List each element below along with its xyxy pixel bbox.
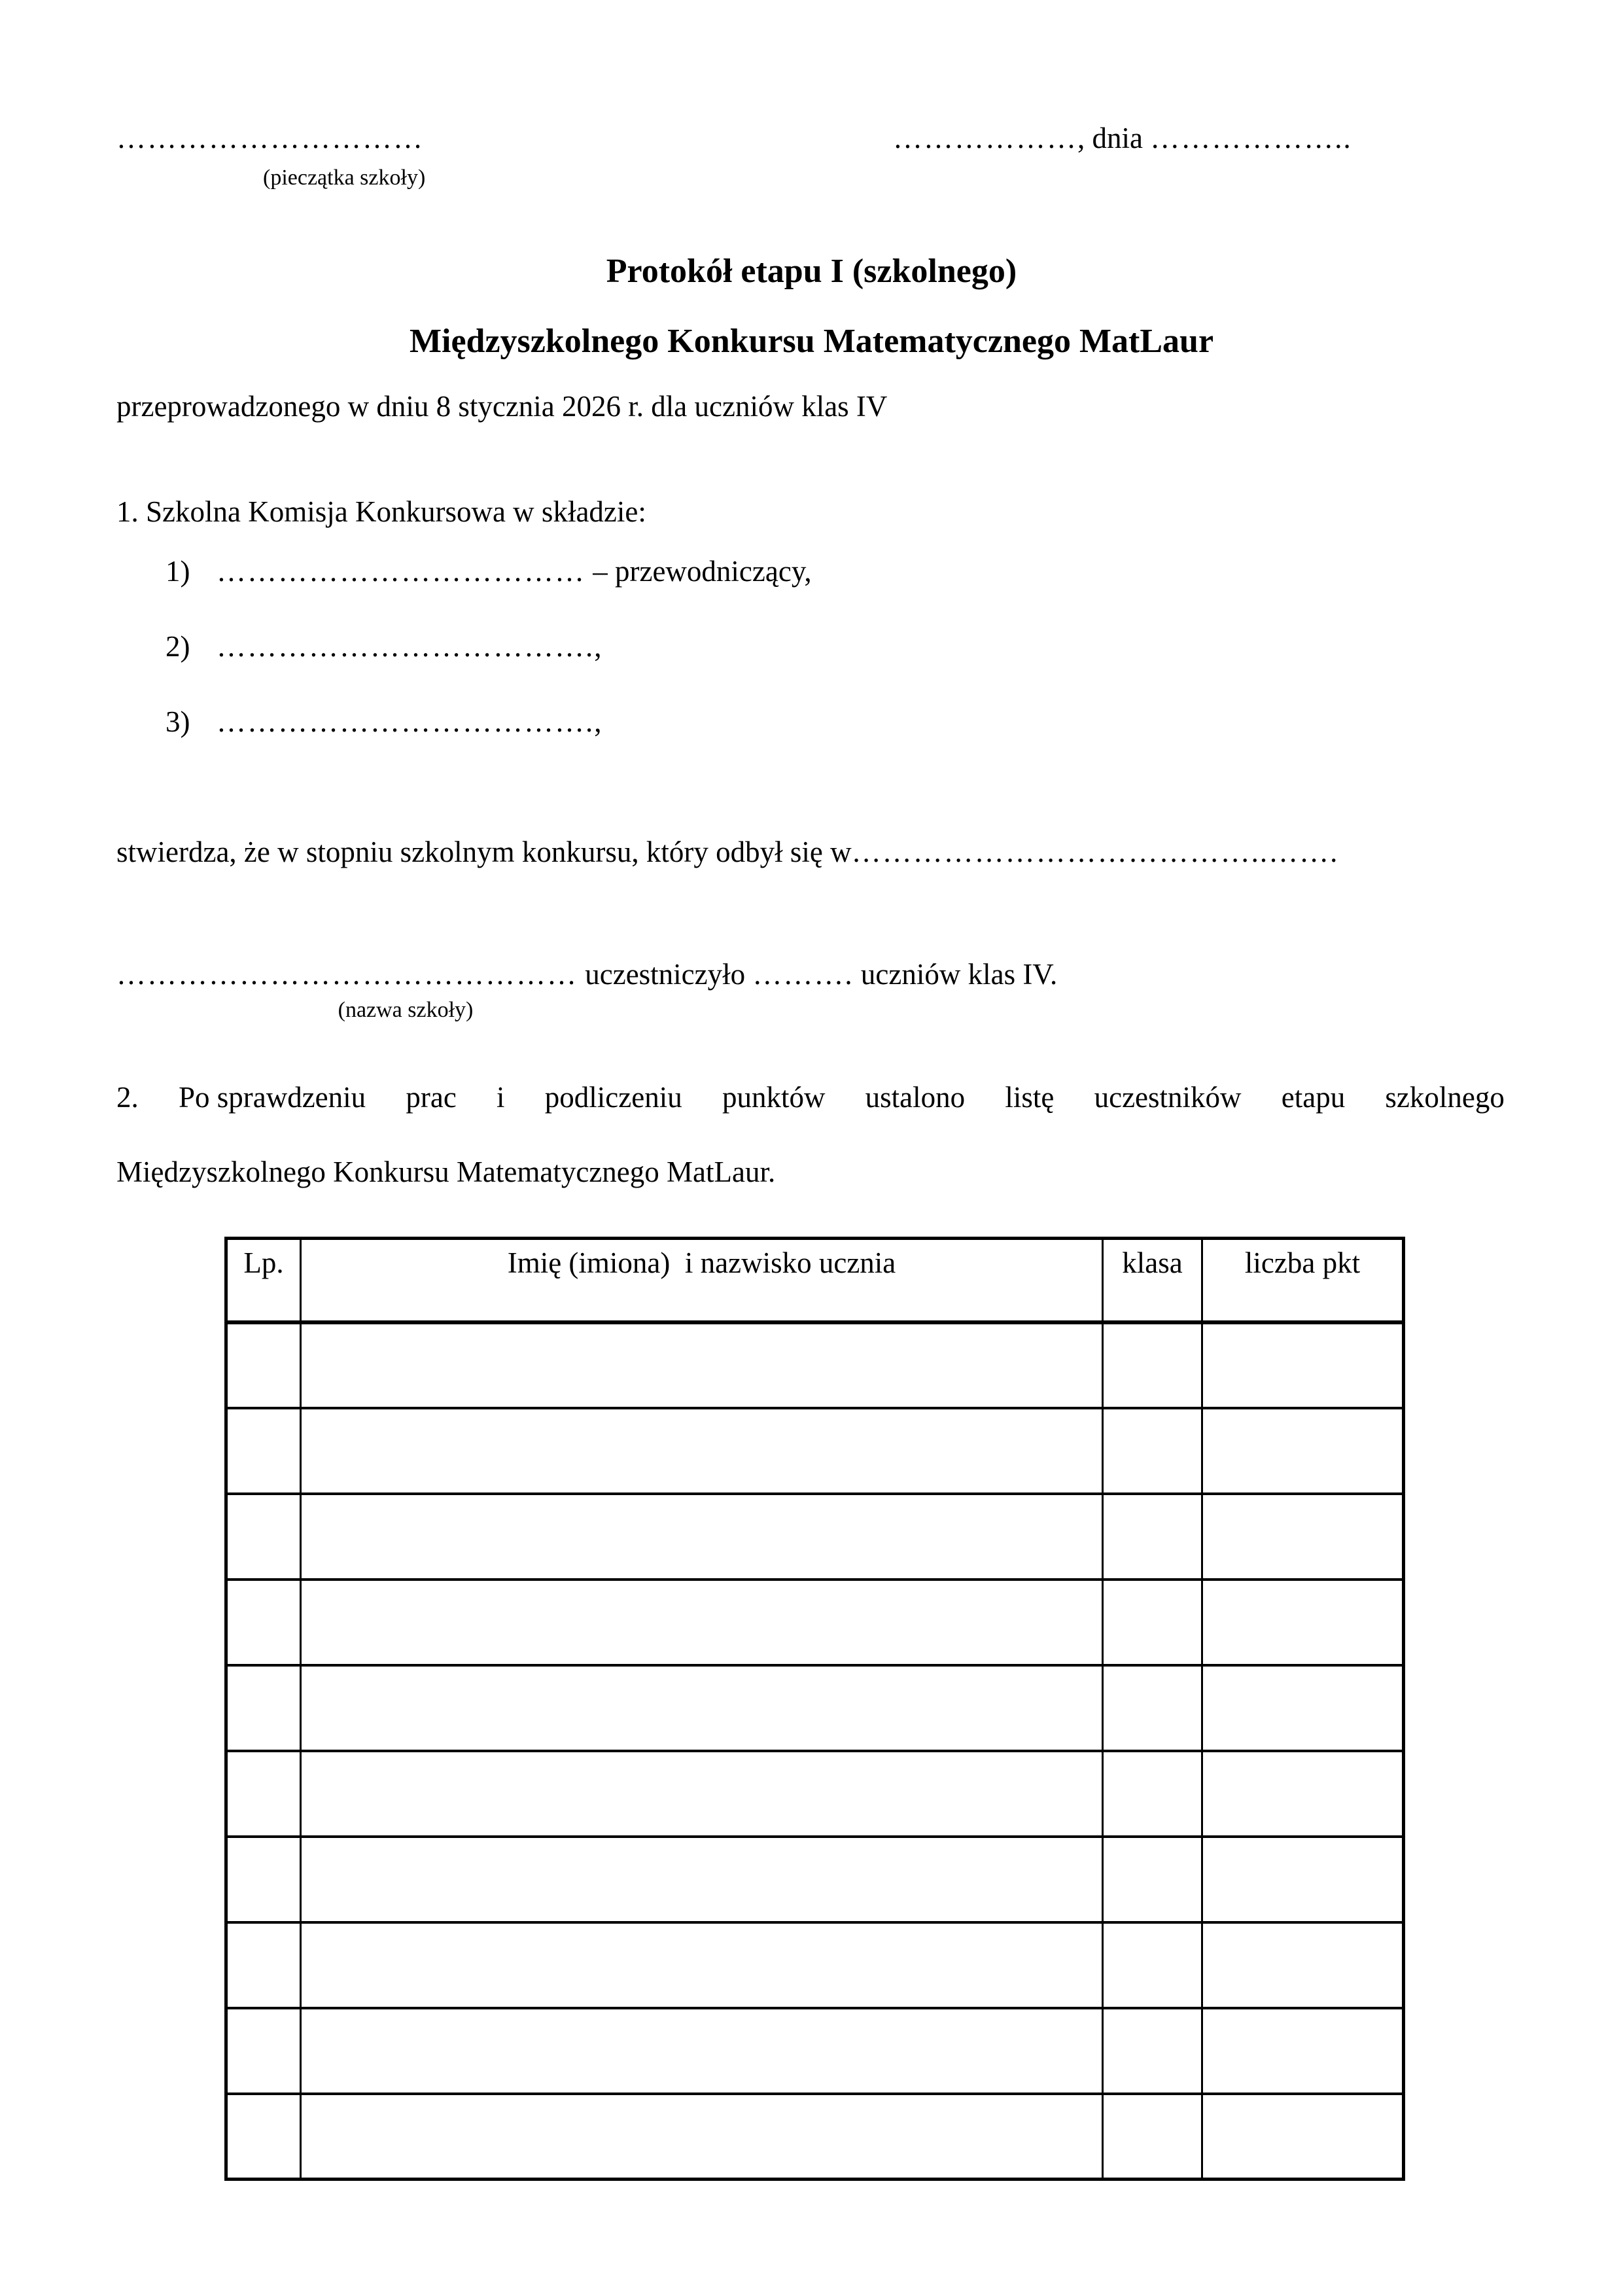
table-cell xyxy=(1202,1665,1404,1751)
table-cell xyxy=(1202,1580,1404,1665)
paragraph-2-line2: Międzyszkolnego Konkursu Matematycznego MatLaur. xyxy=(116,1156,776,1188)
table-cell xyxy=(301,1408,1103,1494)
word-token: 2. xyxy=(116,1081,139,1114)
table-cell xyxy=(226,1837,301,1922)
table-row xyxy=(226,1322,1404,1408)
table-row xyxy=(226,1665,1404,1751)
table-cell xyxy=(301,2094,1103,2180)
member-name-dotted-blank: ………………………………. xyxy=(217,705,595,738)
table-row xyxy=(226,1580,1404,1665)
table-cell xyxy=(1202,1837,1404,1922)
word-token: szkolnego xyxy=(1385,1081,1505,1114)
table-cell xyxy=(226,1922,301,2008)
table-cell xyxy=(301,1751,1103,1837)
member-name-dotted-blank: ……………………………… xyxy=(217,555,585,588)
member-number: 3) xyxy=(166,705,190,738)
table-row xyxy=(226,1408,1404,1494)
table-row xyxy=(226,2008,1404,2094)
member-role: – przewodniczący, xyxy=(585,555,812,588)
table-row xyxy=(226,2094,1404,2180)
table-cell xyxy=(1103,1408,1202,1494)
word-token: podliczeniu xyxy=(544,1081,682,1114)
table-cell xyxy=(226,2008,301,2094)
col-points-header: liczba pkt xyxy=(1202,1239,1404,1322)
table-header-row xyxy=(226,1239,1404,1322)
table-cell xyxy=(1202,1751,1404,1837)
member-name-dotted-blank: ………………………………. xyxy=(217,630,595,663)
table-cell xyxy=(301,1837,1103,1922)
table-cell xyxy=(1103,1580,1202,1665)
table-cell xyxy=(226,2094,301,2180)
paragraph-2-line1 xyxy=(116,1081,1505,1115)
participant-count-dotted-blank: ………. xyxy=(752,958,854,991)
table-cell xyxy=(1103,2008,1202,2094)
table-cell xyxy=(1103,2094,1202,2180)
school-stamp-dotted-line: ………………………… xyxy=(116,122,424,154)
doc-subtitle: przeprowadzonego w dniu 8 stycznia 2026 r. dla uczniów klas IV xyxy=(116,390,888,423)
committee-heading: 1. Szkolna Komisja Konkursowa w składzie: xyxy=(116,495,646,528)
word-token: uczestników xyxy=(1094,1081,1242,1114)
table-cell xyxy=(1103,1837,1202,1922)
committee-member-row-3 xyxy=(166,705,602,739)
table-cell xyxy=(301,1665,1103,1751)
col-name-header: Imię (imiona) i nazwisko ucznia xyxy=(301,1239,1103,1322)
table-cell xyxy=(301,1494,1103,1580)
table-cell xyxy=(1202,2008,1404,2094)
school-name-caption: (nazwa szkoły) xyxy=(338,998,474,1022)
statement-line xyxy=(116,836,1338,870)
place-dotted-blank: ……………… xyxy=(893,122,1077,154)
stamp-caption: (pieczątka szkoły) xyxy=(263,166,426,190)
results-table xyxy=(224,1237,1405,2181)
table-cell xyxy=(1202,1922,1404,2008)
table-cell xyxy=(301,1922,1103,2008)
school-name-line xyxy=(116,958,1057,992)
table-cell xyxy=(226,1665,301,1751)
table-cell xyxy=(301,1580,1103,1665)
table-cell xyxy=(1202,1494,1404,1580)
table-cell xyxy=(226,1580,301,1665)
table-cell xyxy=(1103,1665,1202,1751)
pupils-class-label: uczniów klas IV. xyxy=(853,958,1058,991)
doc-title-line1: Protokół etapu I (szkolnego) xyxy=(606,253,1017,290)
table-cell xyxy=(1202,1322,1404,1408)
word-token: ustalono xyxy=(865,1081,966,1114)
table-cell xyxy=(1202,1408,1404,1494)
col-class-header: klasa xyxy=(1103,1239,1202,1322)
committee-member-row-1 xyxy=(166,555,812,589)
word-token: punktów xyxy=(722,1081,826,1114)
table-row xyxy=(226,1922,1404,2008)
word-token: etapu xyxy=(1281,1081,1346,1114)
table-cell xyxy=(1103,1322,1202,1408)
col-lp-header: Lp. xyxy=(226,1239,301,1322)
word-token: i xyxy=(497,1081,505,1114)
table-cell xyxy=(301,1322,1103,1408)
word-token: prac xyxy=(406,1081,457,1114)
date-label: , dnia xyxy=(1077,122,1151,154)
table-cell xyxy=(301,2008,1103,2094)
word-token: listę xyxy=(1005,1081,1055,1114)
doc-title-line2: Międzyszkolnego Konkursu Matematycznego MatLaur xyxy=(409,323,1214,360)
table-cell xyxy=(1202,2094,1404,2180)
member-number: 2) xyxy=(166,630,190,663)
results-table-body xyxy=(226,1322,1404,2180)
table-cell xyxy=(226,1751,301,1837)
table-cell xyxy=(226,1408,301,1494)
table-cell xyxy=(226,1494,301,1580)
table-row xyxy=(226,1837,1404,1922)
member-suffix: , xyxy=(594,630,602,663)
table-row xyxy=(226,1751,1404,1837)
date-dotted-blank: ……………….. xyxy=(1150,122,1352,154)
table-cell xyxy=(226,1322,301,1408)
table-cell xyxy=(1103,1922,1202,2008)
table-cell xyxy=(1103,1751,1202,1837)
word-token: Po sprawdzeniu xyxy=(178,1081,366,1114)
participated-label: uczestniczyło xyxy=(578,958,753,991)
school-name-dotted-blank: ……………………………………… xyxy=(116,958,578,991)
table-cell xyxy=(1103,1494,1202,1580)
place-date-line xyxy=(893,122,1352,156)
member-number: 1) xyxy=(166,555,190,588)
statement-dotted-blank: …………………………………..……. xyxy=(851,836,1339,868)
table-row xyxy=(226,1494,1404,1580)
committee-member-row-2 xyxy=(166,630,602,664)
member-suffix: , xyxy=(594,705,602,738)
statement-text: stwierdza, że w stopniu szkolnym konkursu, który odbył się w xyxy=(116,836,852,868)
